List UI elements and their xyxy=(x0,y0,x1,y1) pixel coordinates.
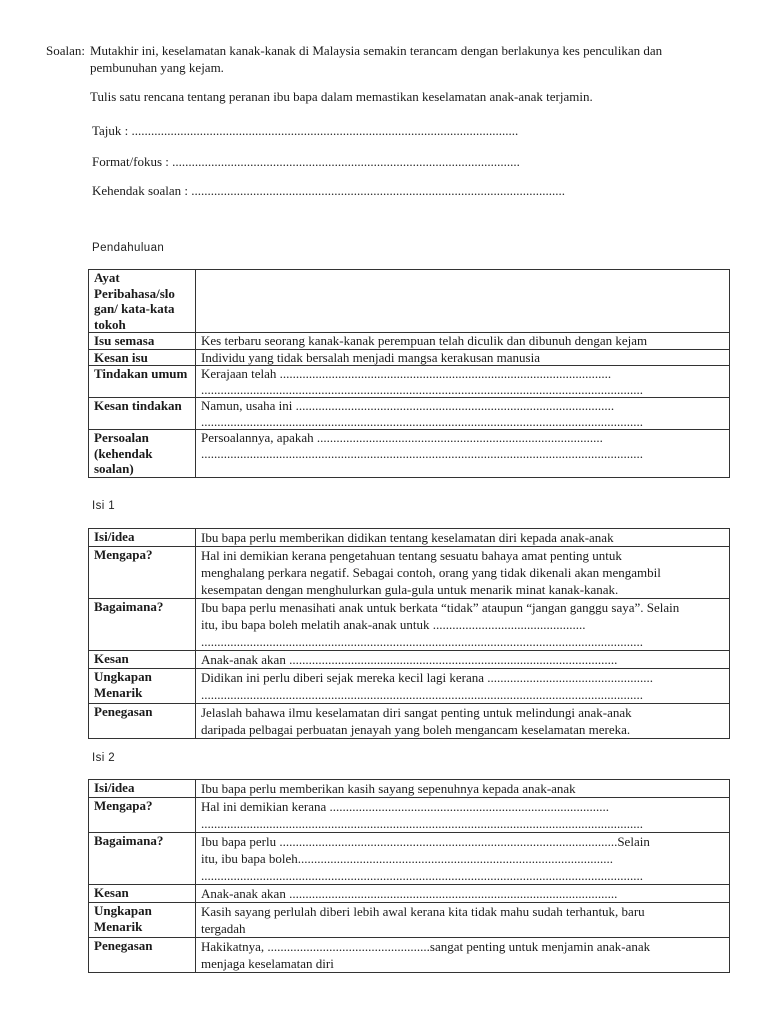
row-value xyxy=(196,398,730,430)
row-label: Isu semasa xyxy=(89,333,196,350)
table-row xyxy=(89,833,730,885)
row-label: Ungkapan Menarik xyxy=(89,669,196,704)
question-text xyxy=(90,42,736,76)
row-value-line: Didikan ini perlu diberi sejak mereka kecil lagi kerana ................................................... xyxy=(201,670,653,685)
row-value xyxy=(196,430,730,478)
section-heading-isi1: Isi 1 xyxy=(92,500,116,512)
table-row xyxy=(89,885,730,903)
table-row xyxy=(89,529,730,547)
row-label: Isi/idea xyxy=(89,529,196,547)
row-value-line: Persoalannya, apakah ........................................................................................ xyxy=(201,430,603,445)
table-row xyxy=(89,366,730,398)
row-label: Persoalan (kehendak soalan) xyxy=(89,430,196,478)
field-tajuk: Tajuk : ....................................................................................................................... xyxy=(92,123,519,138)
row-value-line: Kerajaan telah ...................................................................................................... xyxy=(201,366,612,381)
table-row xyxy=(89,333,730,350)
table-row xyxy=(89,938,730,973)
row-value xyxy=(196,885,730,903)
row-label: Tindakan umum xyxy=(89,366,196,398)
row-label: Ungkapan Menarik xyxy=(89,903,196,938)
table-row xyxy=(89,430,730,478)
row-label: Kesan xyxy=(89,885,196,903)
row-label: Kesan tindakan xyxy=(89,398,196,430)
row-value-line: itu, ibu bapa boleh................................................................................................. xyxy=(201,851,614,866)
field-kehendak-soalan: Kehendak soalan : ................................................................................................................... xyxy=(92,183,566,198)
row-value-line: Ibu bapa perlu menasihati anak untuk berkata “tidak” ataupun “jangan ganggu saya”. Selain xyxy=(201,600,680,615)
table-pendahuluan xyxy=(88,269,730,478)
table-row xyxy=(89,651,730,669)
table-row xyxy=(89,270,730,333)
row-value xyxy=(196,270,730,333)
row-label: Kesan isu xyxy=(89,349,196,366)
table-body xyxy=(89,529,730,739)
row-value-line: Ibu bapa perlu ........................................................................................................Selain xyxy=(201,834,650,849)
row-value-line: Hal ini demikian kerana pengetahuan tentang sesuatu bahaya amat penting untuk xyxy=(201,548,622,563)
table-row xyxy=(89,798,730,833)
row-value-line: kesempatan dengan menghulurkan gula-gula untuk menarik minat kanak-kanak. xyxy=(201,582,619,597)
row-value-line: daripada pelbagai perbuatan jenayah yang boleh mengancam keselamatan mereka. xyxy=(201,722,631,737)
table-row xyxy=(89,349,730,366)
table-row xyxy=(89,599,730,651)
table-body xyxy=(89,270,730,478)
row-value-line: ........................................................................................................................................ xyxy=(201,868,643,883)
table-isi2 xyxy=(88,779,730,973)
row-label: Kesan xyxy=(89,651,196,669)
section-heading-pendahuluan: Pendahuluan xyxy=(92,242,165,254)
row-value-line: Hal ini demikian kerana ...................................................................................... xyxy=(201,799,610,814)
row-value xyxy=(196,798,730,833)
row-label: Penegasan xyxy=(89,704,196,739)
question-line-2: pembunuhan yang kejam. xyxy=(90,60,224,75)
row-value-line: ........................................................................................................................................ xyxy=(201,413,643,429)
row-value-line: Kasih sayang perlulah diberi lebih awal kerana kita tidak mahu sudah terhantuk, baru xyxy=(201,904,645,919)
row-value-line: Ibu bapa perlu memberikan kasih sayang sepenuhnya kepada anak-anak xyxy=(201,781,576,796)
row-label: Mengapa? xyxy=(89,547,196,599)
row-value-line: Anak-anak akan ..................................................................................................... xyxy=(201,886,618,901)
row-label: Isi/idea xyxy=(89,780,196,798)
table-row xyxy=(89,398,730,430)
row-value-line: ........................................................................................................................................ xyxy=(201,634,643,649)
table-row xyxy=(89,780,730,798)
row-value xyxy=(196,780,730,798)
question-line-1: Mutakhir ini, keselamatan kanak-kanak di Malaysia semakin terancam dengan berlakunya kes penculikan dan xyxy=(90,43,663,58)
question-instruction: Tulis satu rencana tentang peranan ibu bapa dalam memastikan keselamatan anak-anak terjamin. xyxy=(90,89,593,104)
row-value xyxy=(196,599,730,651)
row-value-line: menghalang perkara negatif. Sebagai contoh, orang yang tidak dikenali akan mengambil xyxy=(201,565,661,580)
table-row xyxy=(89,903,730,938)
field-format-fokus: Format/fokus : ........................................................................................................... xyxy=(92,154,520,169)
row-label: Mengapa? xyxy=(89,798,196,833)
row-value-line: ........................................................................................................................................ xyxy=(201,445,643,461)
row-value-line: Individu yang tidak bersalah menjadi mangsa kerakusan manusia xyxy=(201,349,540,365)
row-value-line: ........................................................................................................................................ xyxy=(201,816,643,831)
row-value-line: tergadah xyxy=(201,921,246,936)
table-body xyxy=(89,780,730,973)
row-value-line: Jelaslah bahawa ilmu keselamatan diri sangat penting untuk melindungi anak-anak xyxy=(201,705,632,720)
row-value xyxy=(196,547,730,599)
row-value xyxy=(196,529,730,547)
row-value xyxy=(196,349,730,366)
row-value xyxy=(196,669,730,704)
question-label: Soalan: xyxy=(46,43,85,58)
row-value xyxy=(196,366,730,398)
row-value-line: Kes terbaru seorang kanak-kanak perempuan telah diculik dan dibunuh dengan kejam xyxy=(201,333,648,348)
row-value-line: ........................................................................................................................................ xyxy=(201,687,643,702)
row-value-line: Ibu bapa perlu memberikan didikan tentang keselamatan diri kepada anak-anak xyxy=(201,530,614,545)
row-value-line: itu, ibu bapa boleh melatih anak-anak untuk ............................................... xyxy=(201,617,586,632)
table-isi1 xyxy=(88,528,730,739)
row-value-line: Anak-anak akan ..................................................................................................... xyxy=(201,652,618,667)
row-value-line: Hakikatnya, ..................................................sangat penting untuk menjamin anak-anak xyxy=(201,939,651,954)
row-value-line: ........................................................................................................................................ xyxy=(201,381,643,397)
row-value xyxy=(196,833,730,885)
table-row xyxy=(89,704,730,739)
row-label: Penegasan xyxy=(89,938,196,973)
row-value xyxy=(196,651,730,669)
row-value xyxy=(196,938,730,973)
row-value-line: Namun, usaha ini .................................................................................................. xyxy=(201,398,615,413)
table-row xyxy=(89,547,730,599)
section-heading-isi2: Isi 2 xyxy=(92,752,116,764)
row-value xyxy=(196,333,730,350)
question-block xyxy=(46,42,736,105)
row-label: Bagaimana? xyxy=(89,599,196,651)
row-value-line: menjaga keselamatan diri xyxy=(201,956,334,971)
row-label: Bagaimana? xyxy=(89,833,196,885)
table-row xyxy=(89,669,730,704)
row-value xyxy=(196,704,730,739)
row-label: Ayat Peribahasa/slo gan/ kata-kata tokoh xyxy=(89,270,196,333)
row-value xyxy=(196,903,730,938)
